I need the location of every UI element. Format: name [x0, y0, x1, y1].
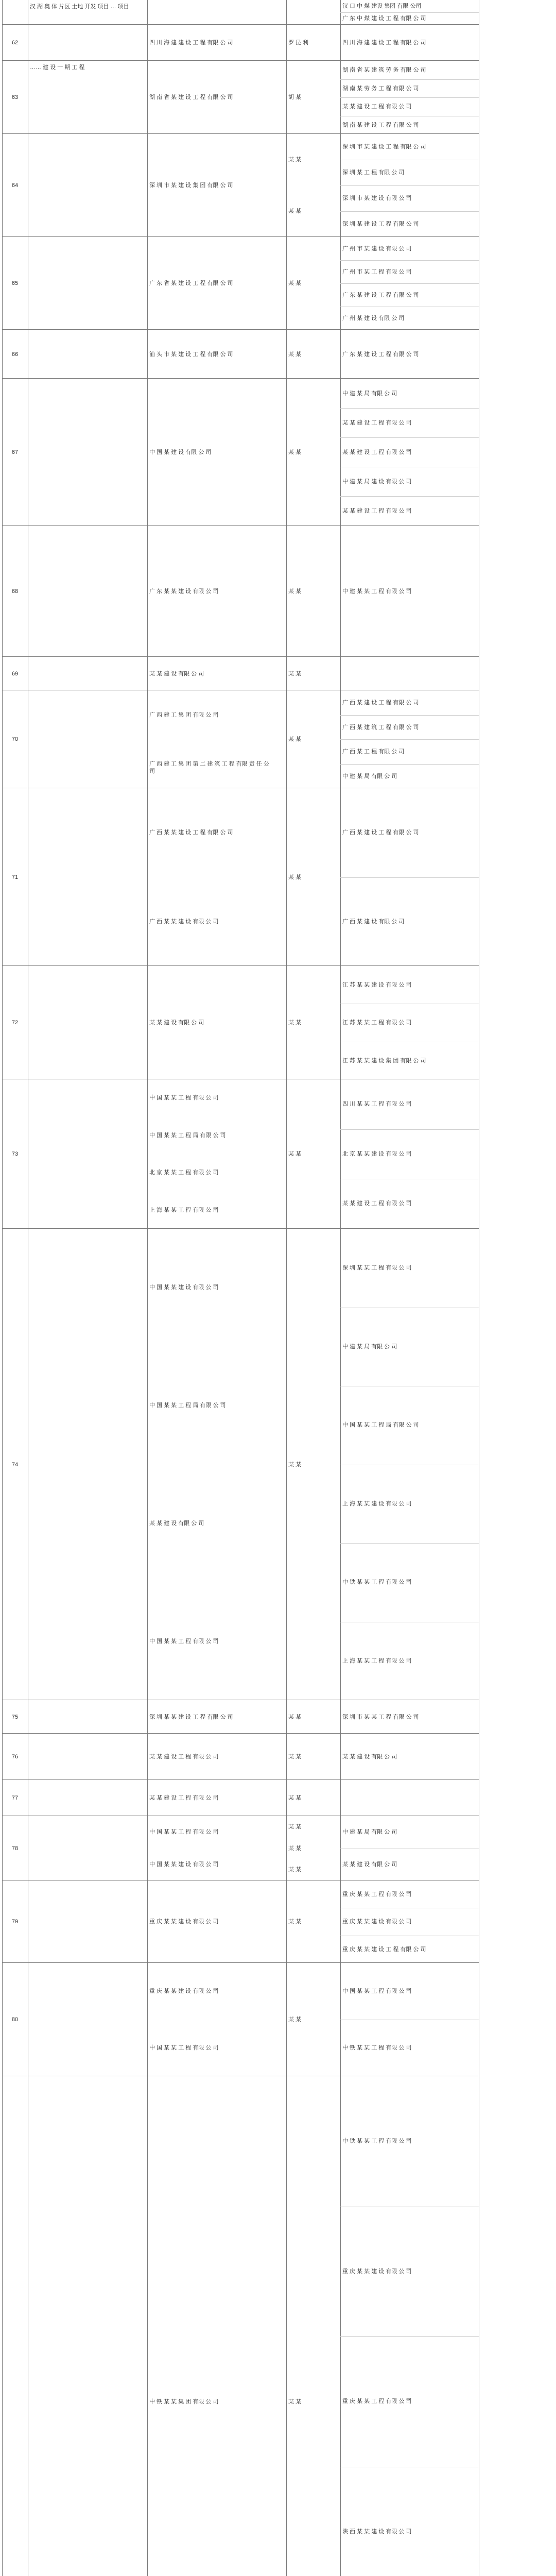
- contractor-name: 广 东 某 某 建 设 有限 公 司: [149, 588, 219, 595]
- contractor-name: 湖 南 省 某 建 设 工 程 有限 公 司: [149, 94, 233, 100]
- subcontractor-name: 四 川 海 建 建 设 工 程 有限 公 司: [342, 40, 426, 46]
- row-number: 75: [11, 1714, 19, 1720]
- row-number: 63: [11, 94, 19, 100]
- row-number: 71: [11, 874, 19, 880]
- subcontractor-name: 广 州 某 建 设 有限 公 司: [342, 315, 405, 321]
- person-name: 某 某: [288, 1151, 302, 1157]
- row-number: 77: [11, 1795, 19, 1801]
- contractor-name: 上 海 某 某 工 程 有限 公 司: [149, 1207, 219, 1213]
- row-divider: [2, 525, 479, 526]
- row-divider: [2, 378, 479, 379]
- subcontractor-name: 某 某 建 设 工 程 有限 公 司: [342, 420, 412, 426]
- subcontractor-name: 中 铁 某 某 工 程 有限 公 司: [342, 1579, 412, 1585]
- sub-divider: [340, 79, 479, 80]
- row-divider: [2, 133, 479, 134]
- subcontractor-name: 深 圳 市 某 建 设 有限 公 司: [342, 195, 412, 201]
- contractor-name: 重 庆 某 某 建 设 有限 公 司: [149, 1919, 219, 1925]
- project-name: 汉 湖 奥 体 片区 土地 开发 项目 … 项目: [30, 4, 129, 10]
- row-number: 67: [11, 449, 19, 455]
- sub-divider: [340, 1543, 479, 1544]
- person-name: 某 某: [288, 874, 302, 880]
- subcontractor-name: 江 苏 某 某 工 程 有限 公 司: [342, 1020, 412, 1026]
- sub-divider: [340, 185, 479, 186]
- subcontractor-name: 广 西 某 工 程 有限 公 司: [342, 749, 405, 755]
- row-number: 79: [11, 1919, 19, 1925]
- subcontractor-name: 湖 南 某 建 设 工 程 有限 公 司: [342, 122, 419, 128]
- person-name: 某 某: [288, 1754, 302, 1760]
- subcontractor-name: 某 某 建 设 工 程 有限 公 司: [342, 508, 412, 514]
- subcontractor-name: 深 圳 某 建 设 工 程 有限 公 司: [342, 221, 419, 227]
- row-number: 66: [11, 351, 19, 358]
- contractor-name: 广 东 省 某 建 设 工 程 有限 公 司: [149, 280, 233, 286]
- contractor-name: 中 国 某 某 建 设 有限 公 司: [149, 1861, 219, 1868]
- sub-divider: [340, 764, 479, 765]
- subcontractor-name: 某 某 建 设 工 程 有限 公 司: [342, 104, 412, 110]
- row-divider: [2, 1228, 479, 1229]
- person-name: 某 某: [288, 1867, 302, 1873]
- row-divider: [2, 656, 479, 657]
- contractor-name: 中 国 某 某 工 程 有限 公 司: [149, 1095, 219, 1101]
- subcontractor-name: 广 西 某 建 设 工 程 有限 公 司: [342, 700, 419, 706]
- row-number: 62: [11, 40, 19, 46]
- row-number: 65: [11, 280, 19, 286]
- person-name: 某 某: [288, 157, 302, 163]
- contractor-name: 中 国 某 某 工 程 有限 公 司: [149, 1638, 219, 1645]
- subcontractor-name: 广 东 中 煤 建 设 工 程 有限 公 司: [342, 15, 426, 22]
- subcontractor-name: 某 某 建 设 有限 公 司: [342, 1754, 397, 1760]
- contractor-name: 某 某 建 设 工 程 有限 公 司: [149, 1795, 219, 1801]
- contractor-name: 四 川 海 建 建 设 工 程 有限 公 司: [149, 40, 233, 46]
- row-number: 68: [11, 588, 19, 595]
- sub-divider: [340, 408, 479, 409]
- subcontractor-name: 广 西 某 建 设 工 程 有限 公 司: [342, 829, 419, 836]
- subcontractor-name: 深 圳 某 某 工 程 有限 公 司: [342, 1265, 412, 1271]
- contractor-name: 广 西 建 工 集 团 第 二 建 筑 工 程 有限 责 任 公 司: [149, 761, 269, 774]
- contractor-name: 中 铁 某 某 集 团 有限 公 司: [149, 2399, 219, 2405]
- subcontractor-name: 广 西 某 建 设 有限 公 司: [342, 919, 405, 925]
- subcontractor-name: 汉 口 中 煤 建设 集团 有限 公司: [342, 3, 422, 9]
- row-divider: [2, 24, 479, 25]
- person-name: 某 某: [288, 1714, 302, 1720]
- person-name: 某 某: [288, 1020, 302, 1026]
- subcontractor-name: 北 京 某 某 建 设 有限 公 司: [342, 1151, 412, 1157]
- sub-divider: [340, 97, 479, 98]
- contractor-name: 中 国 某 某 建 设 有限 公 司: [149, 1284, 219, 1291]
- contractor-name: 广 西 某 某 建 设 工 程 有限 公 司: [149, 829, 233, 836]
- subcontractor-name: 重 庆 某 某 建 设 有限 公 司: [342, 1919, 412, 1925]
- subcontractor-name: 湖 南 省 某 建 筑 劳 务 有限 公 司: [342, 67, 426, 73]
- contractor-name: 重 庆 某 某 建 设 有限 公 司: [149, 1988, 219, 1994]
- subcontractor-name: 四 川 某 某 工 程 有限 公 司: [342, 1101, 412, 1107]
- subcontractor-name: 江 苏 某 某 建 设 集 团 有限 公 司: [342, 1058, 426, 1064]
- person-name: 某 某: [288, 351, 302, 358]
- subcontractor-name: 陕 西 某 某 建 设 有限 公 司: [342, 2529, 412, 2535]
- contractor-name: 某 某 建 设 有限 公 司: [149, 671, 204, 677]
- subcontractor-name: 广 州 市 某 工 程 有限 公 司: [342, 269, 412, 275]
- row-divider: [2, 329, 479, 330]
- contractor-name: 北 京 某 某 工 程 有限 公 司: [149, 1170, 219, 1176]
- contractor-name: 汕 头 市 某 建 设 工 程 有限 公 司: [149, 351, 233, 358]
- subcontractor-name: 中 国 某 某 工 程 局 有限 公 司: [342, 1422, 419, 1428]
- subcontractor-name: 深 圳 市 某 建 设 工 程 有限 公 司: [342, 144, 426, 150]
- person-name: 某 某: [288, 671, 302, 677]
- subcontractor-name: 某 某 建 设 工 程 有限 公 司: [342, 1200, 412, 1207]
- contractor-name: 广 西 某 某 建 设 有限 公 司: [149, 919, 219, 925]
- row-divider: [2, 60, 479, 61]
- subcontractor-name: 重 庆 某 某 工 程 有限 公 司: [342, 1891, 412, 1897]
- column-divider: [2, 0, 3, 2576]
- subcontractor-name: 重 庆 某 某 建 设 有限 公 司: [342, 2268, 412, 2275]
- contractor-name: 某 某 建 设 有限 公 司: [149, 1020, 204, 1026]
- subcontractor-name: 广 东 某 建 设 工 程 有限 公 司: [342, 351, 419, 358]
- subcontractor-name: 某 某 建 设 工 程 有限 公 司: [342, 449, 412, 455]
- subcontractor-name: 中 国 某 某 工 程 有限 公 司: [342, 1988, 412, 1994]
- contractor-name: 某 某 建 设 有限 公 司: [149, 1520, 204, 1527]
- subcontractor-name: 江 苏 某 某 建 设 有限 公 司: [342, 982, 412, 988]
- subcontractor-name: 重 庆 某 某 建 设 工 程 有限 公 司: [342, 1946, 426, 1953]
- subcontractor-name: 上 海 某 某 工 程 有限 公 司: [342, 1658, 412, 1664]
- subcontractor-name: 中 铁 某 某 工 程 有限 公 司: [342, 2045, 412, 2051]
- row-number: 70: [11, 736, 19, 742]
- subcontractor-name: 中 建 某 局 建 设 有限 公 司: [342, 479, 412, 485]
- subcontractor-name: 中 建 某 局 有限 公 司: [342, 773, 397, 779]
- row-number: 69: [11, 671, 19, 677]
- person-name: 某 某: [288, 1845, 302, 1852]
- sub-divider: [340, 260, 479, 261]
- row-number: 73: [11, 1151, 19, 1157]
- subcontractor-name: 湖 南 某 劳 务 工 程 有限 公 司: [342, 86, 419, 92]
- contractor-name: 广 西 建 工 集 团 有限 公 司: [149, 712, 219, 718]
- subcontractor-name: 某 某 建 设 有限 公 司: [342, 1861, 397, 1868]
- subcontractor-name: 深 圳 某 工 程 有限 公 司: [342, 170, 405, 176]
- row-divider: [2, 965, 479, 966]
- column-divider: [340, 0, 341, 2576]
- subcontractor-name: 广 州 市 某 建 设 有限 公 司: [342, 246, 412, 252]
- sub-divider: [340, 496, 479, 497]
- sub-divider: [340, 877, 479, 878]
- sub-divider: [340, 1129, 479, 1130]
- person-name: 某 某: [288, 1795, 302, 1801]
- subcontractor-name: 深 圳 市 某 某 工 程 有限 公 司: [342, 1714, 419, 1720]
- column-divider: [147, 0, 148, 2576]
- sub-divider: [340, 283, 479, 284]
- person-name: 某 某: [288, 208, 302, 214]
- subcontractor-name: 上 海 某 某 建 设 有限 公 司: [342, 1501, 412, 1507]
- sub-divider: [340, 12, 479, 13]
- contractor-name: 中 国 某 某 工 程 有限 公 司: [149, 1829, 219, 1835]
- project-name: …… 建 设 一 期 工 程: [30, 64, 85, 71]
- sub-divider: [340, 739, 479, 740]
- sub-divider: [340, 211, 479, 212]
- sub-divider: [340, 2336, 479, 2337]
- person-name: 某 某: [288, 2016, 302, 2023]
- contractor-name: 中 国 某 建 设 有限 公 司: [149, 449, 212, 455]
- subcontractor-name: 广 西 某 建 筑 工 程 有限 公 司: [342, 724, 419, 731]
- contractor-name: 深 圳 市 某 建 设 集 团 有限 公 司: [149, 182, 233, 189]
- row-number: 64: [11, 182, 19, 189]
- row-divider: [2, 1733, 479, 1734]
- contractor-name: 中 国 某 某 工 程 局 有限 公 司: [149, 1132, 226, 1139]
- subcontractor-name: 重 庆 某 某 工 程 有限 公 司: [342, 2398, 412, 2404]
- person-name: 某 某: [288, 1919, 302, 1925]
- row-number: 76: [11, 1754, 19, 1760]
- row-number: 74: [11, 1462, 19, 1468]
- sub-divider: [340, 437, 479, 438]
- sub-divider: [340, 715, 479, 716]
- person-name: 罗 昆 利: [288, 40, 309, 46]
- person-name: 某 某: [288, 588, 302, 595]
- person-name: 某 某: [288, 449, 302, 455]
- contractor-name: 某 某 建 设 工 程 有限 公 司: [149, 1754, 219, 1760]
- row-number: 72: [11, 1020, 19, 1026]
- row-divider: [2, 236, 479, 237]
- contractor-name: 中 国 某 某 工 程 有限 公 司: [149, 2045, 219, 2051]
- person-name: 胡 某: [288, 94, 302, 100]
- subcontractor-name: 中 建 某 局 有限 公 司: [342, 1829, 397, 1835]
- contractor-name: 中 国 某 某 工 程 局 有限 公 司: [149, 1402, 226, 1409]
- contractor-name: 深 圳 某 某 建 设 工 程 有限 公 司: [149, 1714, 233, 1720]
- row-number: 80: [11, 2016, 19, 2023]
- person-name: 某 某: [288, 280, 302, 286]
- person-name: 某 某: [288, 736, 302, 742]
- subcontractor-name: 广 东 某 建 设 工 程 有限 公 司: [342, 292, 419, 298]
- column-divider: [286, 0, 287, 2576]
- person-name: 某 某: [288, 2399, 302, 2405]
- row-number: 78: [11, 1845, 19, 1852]
- person-name: 某 某: [288, 1824, 302, 1830]
- subcontractor-name: 中 建 某 局 有限 公 司: [342, 1344, 397, 1350]
- subcontractor-name: 中 铁 某 某 工 程 有限 公 司: [342, 2138, 412, 2144]
- person-name: 某 某: [288, 1462, 302, 1468]
- subcontractor-name: 中 建 某 某 工 程 有限 公 司: [342, 588, 412, 595]
- subcontractor-name: 中 建 某 局 有限 公 司: [342, 391, 397, 397]
- row-divider: [2, 1962, 479, 1963]
